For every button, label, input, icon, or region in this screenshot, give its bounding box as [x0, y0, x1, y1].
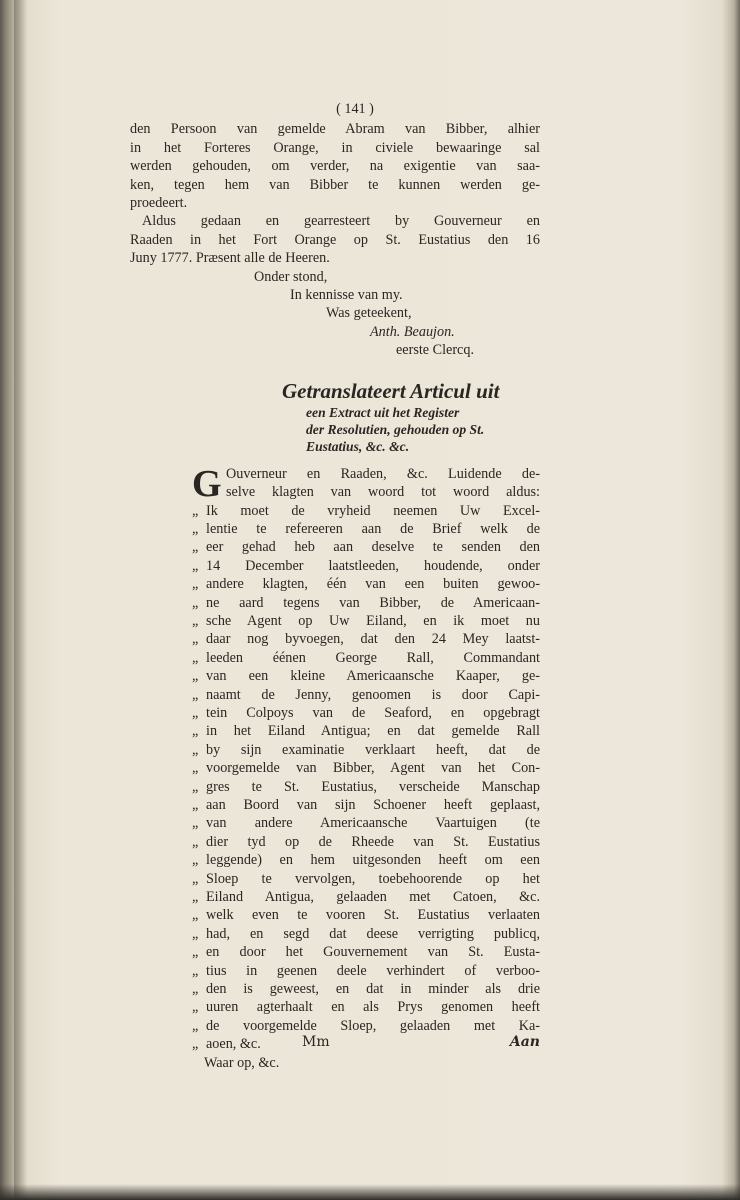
quote-mark: „ [192, 907, 199, 924]
quote-mark: „ [192, 649, 199, 666]
quoted-text: had, en segd dat deese verrigting publicq, [206, 925, 540, 942]
quote-mark: „ [192, 760, 199, 777]
signature-line: Onder stond, [254, 268, 328, 285]
quote-mark: „ [192, 870, 199, 887]
quote-mark: „ [192, 962, 199, 979]
quoted-text: van een kleine Americaansche Kaaper, ge- [206, 668, 540, 685]
page-bottom-edge [0, 1184, 740, 1200]
quote-mark: „ [192, 594, 199, 611]
quoted-line [130, 759, 540, 777]
quoted-line [130, 925, 540, 943]
quote-mark: „ [192, 741, 199, 758]
text-line: proedeert. [130, 195, 188, 212]
quoted-line [130, 704, 540, 722]
quote-mark: „ [192, 1017, 199, 1034]
drop-cap: G [192, 462, 222, 505]
quoted-text: leggende) en hem uitgesonden heeft om een [206, 852, 540, 869]
quoted-text: den is geweest, en dat in minder als drie [206, 981, 540, 998]
text-line: ken, tegen hem van Bibber te kunnen werden ge- [130, 176, 540, 193]
quote-mark: „ [192, 502, 199, 519]
heading-subline: Eustatius, &c. &c. [306, 438, 410, 454]
quoted-line [130, 943, 540, 961]
signature-mark: Mm [302, 1034, 330, 1050]
quote-mark: „ [192, 576, 199, 593]
quote-mark: „ [192, 520, 199, 537]
quoted-line [130, 575, 540, 593]
quoted-line [130, 962, 540, 980]
closing-line: Waar op, &c. [204, 1054, 280, 1071]
quoted-text: sche Agent op Uw Eiland, en ik moet nu [206, 612, 540, 629]
quoted-text: eer gehad heb aan deselve te senden den [206, 539, 540, 556]
page-footer [130, 1034, 540, 1056]
text-line: Ouverneur en Raaden, &c. Luidende de- [226, 465, 540, 482]
quoted-text: aan Boord van sijn Schoener heeft geplaast, [206, 797, 540, 813]
signatory-title: eerste Clercq. [396, 342, 474, 359]
quoted-line [130, 778, 540, 796]
heading-title: Getranslateert Articul uit [282, 378, 500, 403]
text-line: den Persoon van gemelde Abram van Bibber, alhier [130, 121, 540, 138]
quote-mark: „ [192, 852, 199, 869]
quoted-text: dier tyd op de Rheede van St. Eustatius [206, 833, 540, 850]
quoted-text: naamt de Jenny, genoomen is door Capi- [206, 686, 540, 703]
quoted-line [130, 796, 540, 814]
quoted-text: tius in geenen deele verhindert of verboo- [206, 962, 540, 979]
signature-line: In kennisse van my. [290, 287, 403, 304]
quoted-text: leeden éénen George Rall, Commandant [206, 649, 540, 666]
letter-body [130, 462, 540, 1072]
quote-mark: „ [192, 999, 199, 1016]
signature-line: Was geteekent, [326, 305, 412, 322]
section-heading [282, 378, 540, 455]
quoted-text: uuren agterhaalt en als Prys genomen heeft [206, 999, 540, 1016]
quoted-line [130, 1017, 540, 1035]
quoted-line [130, 612, 540, 630]
quote-mark: „ [192, 668, 199, 685]
quoted-line [130, 851, 540, 869]
signature-block [130, 268, 540, 360]
quote-mark: „ [192, 797, 199, 813]
quote-mark: „ [192, 557, 199, 574]
quote-mark: „ [192, 815, 199, 832]
quoted-line [130, 833, 540, 851]
quoted-text: by sijn examinatie verklaart heeft, dat de [206, 741, 540, 758]
quoted-line [130, 667, 540, 685]
heading-subline: der Resolutien, gehouden op St. [306, 421, 485, 437]
quoted-line [130, 520, 540, 538]
quoted-line [130, 538, 540, 556]
quoted-line [130, 888, 540, 906]
quote-mark: „ [192, 833, 199, 850]
quoted-line [130, 870, 540, 888]
quote-mark: „ [192, 612, 199, 629]
quote-mark: „ [192, 925, 199, 942]
page-number: ( 141 ) [336, 101, 374, 117]
quoted-line [130, 980, 540, 998]
text-line: Aldus gedaan en gearresteert by Gouverneur en [142, 213, 540, 230]
quoted-text: 14 December laatstleeden, houdende, onder [206, 557, 540, 574]
quote-mark: „ [192, 981, 199, 998]
quoted-text: Ik moet de vryheid neemen Uw Excel- [206, 502, 540, 519]
page-content [130, 100, 540, 1072]
quoted-text: Eiland Antigua, gelaaden met Catoen, &c. [206, 889, 540, 906]
quoted-text: gres te St. Eustatius, verscheide Manschap [206, 778, 540, 795]
signatory-name: Anth. Beaujon. [370, 323, 455, 340]
quoted-line [130, 557, 540, 575]
quoted-text: welk even te vooren St. Eustatius verlaaten [206, 907, 540, 924]
quoted-text: voorgemelde van Bibber, Agent van het Con- [206, 760, 540, 777]
quoted-line [130, 630, 540, 648]
quoted-text: ne aard tegens van Bibber, de Americaan- [206, 594, 540, 611]
top-paragraph [130, 120, 540, 212]
quoted-text: in het Eiland Antigua; en dat gemelde Rall [206, 723, 540, 740]
quoted-text: en door het Gouvernement van St. Eusta- [206, 944, 540, 961]
heading-subline: een Extract uit het Register [306, 404, 460, 420]
quoted-passage [130, 502, 540, 1054]
quoted-text: Sloep te vervolgen, toebehoorende op het [206, 870, 540, 887]
quoted-text: de voorgemelde Sloep, gelaaden met Ka- [206, 1017, 540, 1034]
quote-mark: „ [192, 686, 199, 703]
quote-mark: „ [192, 723, 199, 740]
quoted-line [130, 722, 540, 740]
quoted-text: lentie te refereeren aan de Brief welk de [206, 520, 540, 537]
text-line: Juny 1777. Præsent alle de Heeren. [130, 250, 330, 267]
quoted-line [130, 649, 540, 667]
quoted-line [130, 686, 540, 704]
quote-mark: „ [192, 889, 199, 906]
text-line: selve klagten van woord tot woord aldus: [226, 484, 540, 501]
text-line: in het Forteres Orange, in civiele bewaaringe sal [130, 139, 540, 156]
quoted-line [130, 998, 540, 1016]
quote-mark: „ [192, 1036, 199, 1053]
quoted-text: tein Colpoys van de Seaford, en opgebragt [206, 704, 540, 721]
quoted-line [130, 594, 540, 612]
quoted-line [130, 814, 540, 832]
quoted-text: aoen, &c. [206, 1036, 261, 1053]
quoted-line [130, 741, 540, 759]
quoted-text: daar nog byvoegen, dat den 24 Mey laatst- [206, 631, 540, 648]
quote-mark: „ [192, 944, 199, 961]
binding-shadow [14, 0, 28, 1200]
quote-mark: „ [192, 539, 199, 556]
second-paragraph [130, 212, 540, 267]
text-line: Raaden in het Fort Orange op St. Eustatius den 16 [130, 231, 540, 248]
quoted-text: andere klagten, één van een buiten gewoo- [206, 576, 540, 593]
quote-mark: „ [192, 704, 199, 721]
text-line: werden gehouden, om verder, na exigentie van saa- [130, 158, 540, 175]
catchword: Aan [509, 1034, 540, 1050]
quote-mark: „ [192, 778, 199, 795]
quoted-line [130, 906, 540, 924]
quote-mark: „ [192, 631, 199, 648]
quoted-text: van andere Americaansche Vaartuigen (te [206, 815, 540, 832]
